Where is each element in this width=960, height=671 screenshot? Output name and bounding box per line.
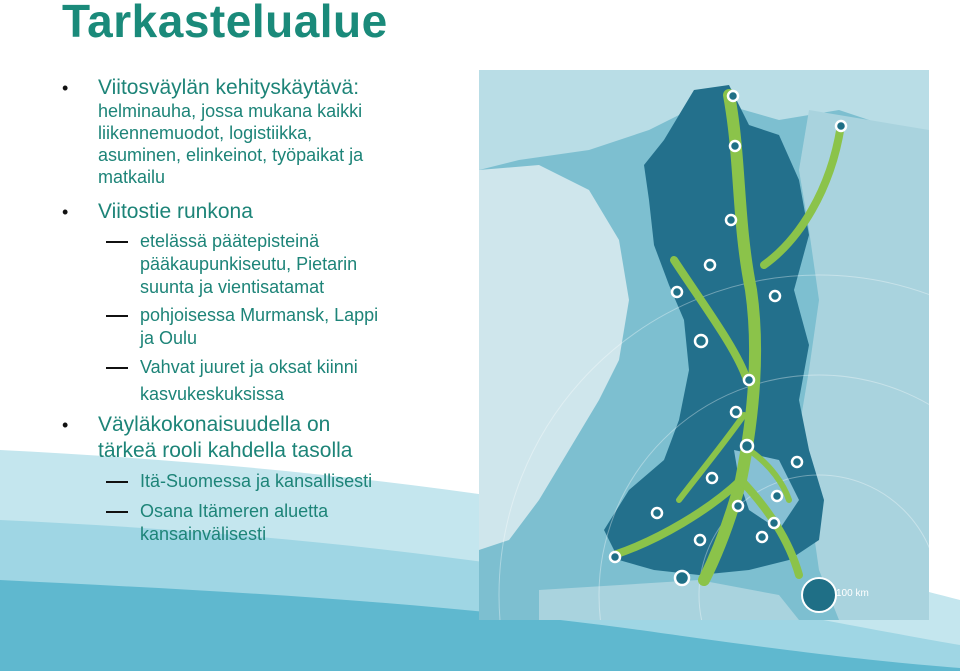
sub-bullet-text: Osana Itämeren aluetta <box>140 501 329 521</box>
sub-bullet-text: pääkaupunkiseutu, Pietarin <box>140 254 358 274</box>
sub-bullet-item <box>140 470 372 493</box>
bullet-text: tärkeä rooli kahdella tasolla <box>98 439 353 462</box>
bullet-item <box>62 200 253 224</box>
bullet-text: liikennemuodot, logistiikka, <box>98 123 313 143</box>
bullet-dot: • <box>62 78 69 98</box>
bullet-item <box>62 412 353 464</box>
dash-marker <box>106 511 128 513</box>
bullet-text: helminauha, jossa mukana kaikki <box>98 101 363 121</box>
bullet-text: asuminen, elinkeinot, työpaikat ja <box>98 145 364 165</box>
bullet-item <box>62 76 364 188</box>
dash-marker <box>106 367 128 369</box>
slide-title: Tarkastelualue <box>62 0 388 47</box>
finland-corridor-map <box>479 70 929 620</box>
bullet-dot: • <box>62 415 69 435</box>
bullet-text: Väyläkokonaisuudella on <box>98 413 331 436</box>
sub-bullet-item <box>140 356 358 406</box>
dash-marker <box>106 241 128 243</box>
bullet-text: Viitosväylän kehityskäytävä: <box>98 76 360 99</box>
sub-bullet-item <box>140 230 357 299</box>
sub-bullet-text: suunta ja vientisatamat <box>140 277 325 297</box>
dash-marker <box>106 315 128 317</box>
sub-bullet-text: kansainvälisesti <box>140 524 267 544</box>
bullet-dot: • <box>62 202 69 222</box>
bullet-text: Viitostie runkona <box>98 200 253 223</box>
bullet-list <box>0 0 480 560</box>
sub-bullet-text: pohjoisessa Murmansk, Lappi <box>140 305 379 325</box>
bullet-text: matkailu <box>98 167 166 187</box>
dash-marker <box>106 481 128 483</box>
sub-bullet-text: kasvukeskuksissa <box>140 384 285 404</box>
map-scale-label: 100 km <box>836 588 869 599</box>
sub-bullet-item <box>140 304 378 350</box>
sub-bullet-text: Itä-Suomessa ja kansallisesti <box>140 471 373 491</box>
sub-bullet-text: ja Oulu <box>140 328 198 348</box>
sub-bullet-text: Vahvat juuret ja oksat kiinni <box>140 357 358 377</box>
sub-bullet-item <box>140 500 328 546</box>
sub-bullet-text: etelässä päätepisteinä <box>140 231 320 251</box>
